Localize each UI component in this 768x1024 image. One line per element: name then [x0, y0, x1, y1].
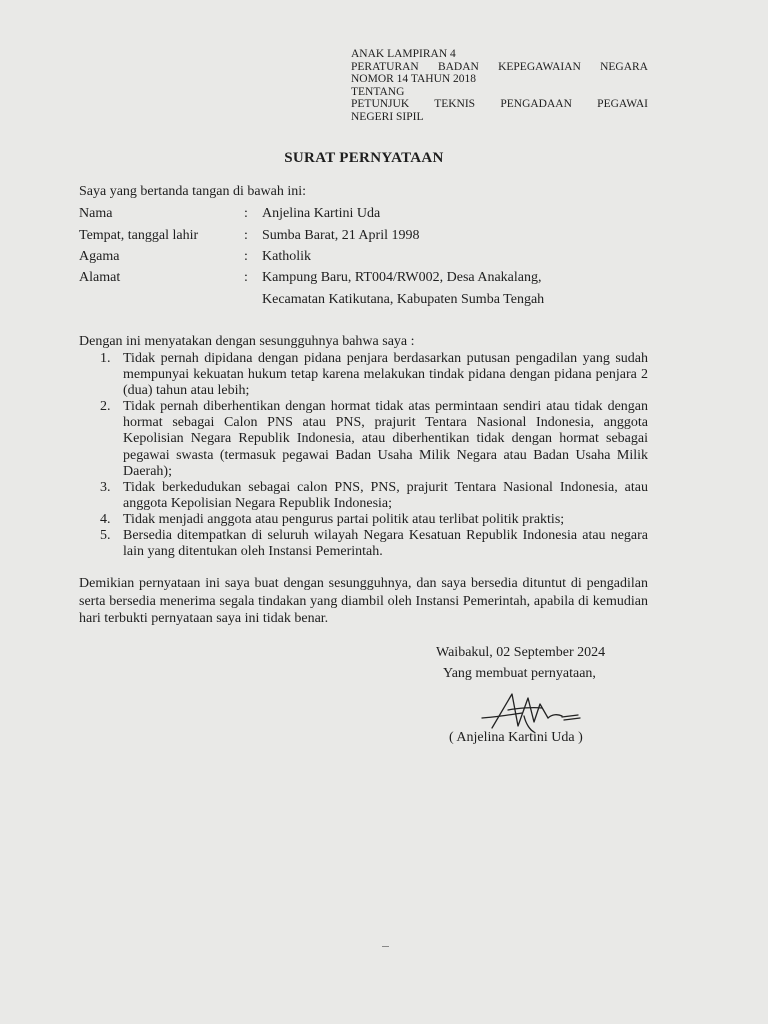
header-line-regulation: PERATURAN BADAN KEPEGAWAIAN NEGARA: [351, 60, 648, 73]
field-value: Anjelina Kartini Uda: [262, 206, 381, 221]
header-line-subject: PETUNJUK TEKNIS PENGADAAN PEGAWAI: [351, 98, 648, 111]
place-date: Waibakul, 02 September 2024: [436, 645, 606, 660]
field-label: Nama: [79, 206, 113, 221]
list-item: [80, 399, 648, 479]
list-item: [80, 351, 648, 399]
field-colon: :: [244, 249, 248, 264]
field-colon: :: [244, 228, 248, 243]
closing-paragraph: Demikian pernyataan ini saya buat dengan sesungguhnya, dan saya bersedia dituntut di pengadilan serta bersedia menerima segala tindakan yang diambil oleh Instansi Pemerintah, apabila di kemudian hari terbukti pernyataan saya ini tidak benar.: [79, 576, 648, 626]
item-text: Tidak pernah dipidana dengan pidana penjara berdasarkan putusan pengadilan yang sudah mempunyai kekuatan hukum tetap karena melakukan tindak pidana dengan pidana penjara 2 (dua) tahun atau lebih;: [123, 351, 648, 399]
header-line-attachment: ANAK LAMPIRAN 4: [351, 48, 456, 60]
item-number: 3.: [100, 479, 111, 495]
item-number: 1.: [100, 351, 111, 366]
list-item: [80, 480, 648, 512]
field-value: Sumba Barat, 21 April 1998: [262, 228, 420, 243]
item-text: Bersedia ditempatkan di seluruh wilayah Negara Kesatuan Republik Indonesia atau negara lain yang ditentukan oleh Instansi Pemerintah.: [123, 528, 648, 560]
list-item: [80, 512, 648, 528]
header-line-number: NOMOR 14 TAHUN 2018: [351, 73, 477, 86]
field-value-line2: Kecamatan Katikutana, Kabupaten Sumba Tengah: [262, 292, 545, 307]
list-item: [80, 528, 648, 560]
field-colon: :: [244, 206, 248, 221]
item-number: 5.: [100, 528, 111, 544]
header-line-about: TENTANG: [351, 85, 405, 98]
declaration-intro: Dengan ini menyatakan dengan sesungguhnya bahwa saya :: [79, 334, 415, 349]
field-value: Katholik: [262, 249, 311, 264]
field-label: Agama: [79, 249, 120, 264]
item-text: Tidak berkedudukan sebagai calon PNS, PNS, prajurit Tentara Nasional Indonesia, atau anggota Kepolisian Negara Republik Indonesia;: [123, 479, 648, 511]
field-colon: :: [244, 270, 248, 285]
handwritten-signature: [478, 688, 588, 736]
field-label: Tempat, tanggal lahir: [79, 228, 199, 243]
item-number: 2.: [100, 399, 111, 415]
document-title: SURAT PERNYATAAN: [284, 150, 444, 166]
intro-text: Saya yang bertanda tangan di bawah ini:: [79, 184, 307, 199]
signer-label: Yang membuat pernyataan,: [443, 666, 596, 681]
item-number: 4.: [100, 511, 111, 527]
field-label: Alamat: [79, 270, 121, 285]
item-text: Tidak pernah diberhentikan dengan hormat tidak atas permintaan sendiri atau tidak dengan hormat sebagai Calon PNS atau PNS, prajurit Tentara Nasional Indonesia, anggota Kepolisian Negara Republik Indonesia, atau diberhentikan tidak dengan hormat sebagai pegawai swasta (termasuk pegawai Badan Usaha Milik Negara atau Badan Usaha Milik Daerah);: [123, 399, 648, 479]
item-text: Tidak menjadi anggota atau pengurus partai politik atau terlibat politik praktis;: [123, 511, 565, 527]
attachment-header: [351, 48, 648, 124]
scan-speck: [382, 946, 389, 947]
field-value: Kampung Baru, RT004/RW002, Desa Anakalang,: [262, 270, 542, 285]
header-line-subject-cont: NEGERI SIPIL: [351, 110, 424, 123]
signer-name: ( Anjelina Kartini Uda ): [449, 730, 583, 745]
statement-list: [80, 351, 648, 560]
